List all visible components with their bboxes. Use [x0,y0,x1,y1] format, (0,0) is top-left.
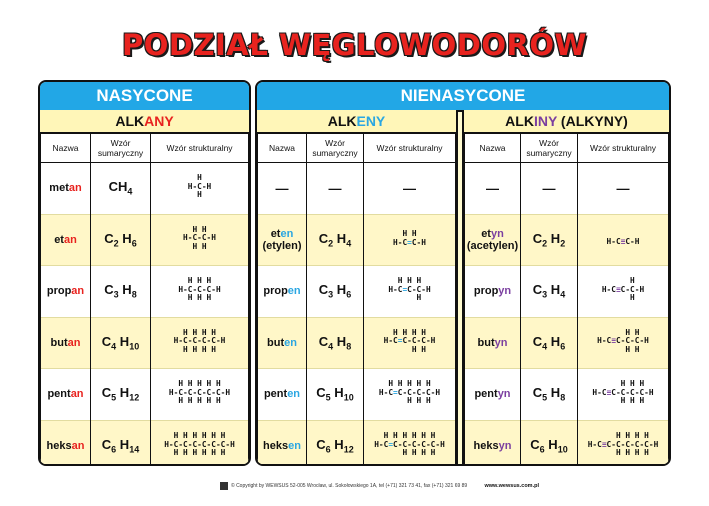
name-suffix: yn [498,285,512,298]
publisher-logo-icon [220,482,228,490]
molecular-formula: $CH_4$ [91,163,151,215]
col-header-sum: Wzór sumaryczny [91,134,151,163]
formula-sub-c: 2 [328,238,334,249]
molecular-formula: $C_2$ $H_4$ [307,214,364,266]
double-bond: = [393,387,398,397]
molecular-formula: $C_5$ $H_{12}$ [91,369,151,421]
molecular-formula: $C_4$ $H_8$ [307,317,364,369]
group-alkiny [462,110,669,464]
footer-website: www.wewsus.com.pl [484,483,539,489]
table-row [465,266,669,318]
double-bond: = [397,336,403,346]
structure-drawing: H H H H-C≡C-C-C-C-H H H H [592,379,654,406]
compound-name [41,420,91,464]
name-root: pent [263,388,288,401]
table-row [465,163,669,215]
structure-drawing: H H H H-C-C-C-H H H H [178,276,221,303]
name-root: et [54,233,64,246]
table-row [258,369,456,421]
compound-name [465,420,521,464]
formula-sub-c: 2 [113,238,119,249]
formula-sub-c: 6 [325,444,331,455]
formula-sub-h: 14 [129,444,140,455]
structural-formula [364,420,456,464]
name-suffix: en [287,285,301,298]
structural-formula [151,369,249,421]
structure-drawing: H H H H H-C-C-C-C-H H H H H [173,327,226,354]
formula-sub-h: 10 [557,444,568,455]
col-header-struct: Wzór strukturalny [151,134,249,163]
formula-sub-c: 4 [328,341,334,352]
name-root: prop [46,285,72,298]
formula-sub-h: 4 [560,290,566,301]
formula-sub-c: 3 [542,290,548,301]
molecular-formula: $C_6$ $H_{12}$ [307,420,364,464]
compound-name [41,163,91,215]
structural-formula [364,266,456,318]
name-root: heks [473,440,499,452]
structure-drawing: H H H H-C=C-C-H H [388,276,431,303]
name-extra: (etylen) [262,239,302,252]
name-suffix: an [71,285,85,298]
name-suffix: yn [490,227,504,240]
table-row [465,369,669,421]
name-extra: (acetylen) [466,239,519,252]
formula-sub-h: 6 [131,238,137,249]
table-row [41,163,249,215]
structure-drawing: H H H-C≡C-C-C-H H H [597,327,649,354]
triple-bond: ≡ [620,236,626,246]
compound-name [258,317,307,369]
double-bond: = [407,237,412,247]
structural-formula [578,214,669,266]
table-row [258,266,456,318]
structure-drawing: H H H-C-C-H H H [183,224,216,251]
triple-bond: ≡ [606,387,612,397]
structural-formula [578,266,669,318]
group-root: ALK [115,113,145,129]
structural-formula [364,317,456,369]
molecular-formula: $C_6$ $H_{14}$ [91,420,151,464]
dash-cell: — [307,163,364,215]
structure-drawing: H H H H H H H-C=C-C-C-C-C-H H H H H [374,430,445,458]
structure-drawing: H H-C≡C-C-H H [601,276,645,303]
structure-drawing: H H H-C=C-H [393,228,426,247]
formula-sub-h: 6 [346,290,352,301]
band-nienasycone: NIENASYCONE [257,82,669,112]
table-row [258,214,456,266]
name-suffix: en [287,388,301,401]
structural-formula [578,317,669,369]
panel-nasycone [38,80,251,466]
formula-sub-h: 12 [343,444,354,455]
molecular-formula: $C_5$ $H_8$ [521,369,578,421]
col-header-struct: Wzór strukturalny [578,134,669,163]
compound-name [258,214,307,266]
formula-sub-c: 2 [542,238,548,249]
group-suffix: INY [533,113,558,129]
compound-name [41,369,91,421]
footer-text: © Copyright by WEWSUS 52-005 Wrocław, ul. Sokołowskiego 1A, tel (+71) 321 73 41, fax (+71) 321 69 89 [231,483,468,489]
structural-formula [364,214,456,266]
name-suffix: yn [494,336,508,349]
triple-bond: ≡ [615,284,621,294]
name-root: heks [46,440,72,452]
name-root: pent [474,388,498,401]
name-root: pent [47,388,71,401]
structural-formula [578,369,669,421]
table-row [41,317,249,369]
name-suffix: an [63,233,77,246]
compound-name [258,266,307,318]
double-bond: = [402,284,408,294]
name-suffix: an [71,440,85,452]
formula-sub-h: 6 [560,341,566,352]
table-row [465,317,669,369]
structural-formula [364,369,456,421]
structural-formula [151,266,249,318]
table-row [258,163,456,215]
structure-drawing: H H H H H H-C=C-C-C-C-H H H H [378,379,441,406]
table-row [41,369,249,421]
name-suffix: en [280,227,294,240]
name-suffix: an [68,182,82,195]
name-root: but [267,336,285,349]
formula-sub-h: 8 [131,290,137,301]
compound-name [41,214,91,266]
dash-cell: — [364,163,456,215]
table-alkiny [464,133,669,464]
name-root: et [481,227,491,240]
name-root: met [49,182,69,195]
formula-sub-h: 8 [560,393,566,404]
formula-sub-c: 4 [111,341,117,352]
table-row [465,420,669,464]
col-header-name: Nazwa [41,134,91,163]
formula-sub-c: 4 [542,341,548,352]
col-header-struct: Wzór strukturalny [364,134,456,163]
double-bond: = [388,439,394,449]
compound-name [41,317,91,369]
formula-sub-c: 5 [542,393,548,404]
triple-bond: ≡ [601,439,607,449]
table-row [41,266,249,318]
name-root: et [270,227,281,240]
molecular-formula: $C_5$ $H_{10}$ [307,369,364,421]
molecular-formula: $C_3$ $H_8$ [91,266,151,318]
group-suffix: ANY [144,113,174,129]
compound-name [465,214,521,266]
name-root: heks [263,440,289,452]
group-root: ALK [327,113,357,129]
formula-sub-h: 12 [129,393,140,404]
molecular-formula: $C_3$ $H_6$ [307,266,364,318]
name-suffix: yn [498,440,512,452]
table-row [41,420,249,464]
compound-name [465,317,521,369]
molecular-formula: $C_2$ $H_2$ [521,214,578,266]
table-alkany [40,133,249,464]
formula-sub-c: 3 [113,290,119,301]
formula-sub-c: 4 [127,187,133,198]
formula-sub-c: 6 [111,444,117,455]
name-suffix: an [67,336,81,349]
structure-drawing: H-C≡C-H [606,236,640,246]
structure-drawing: H H H H H H-C-C-C-C-C-H H H H H H [168,379,231,406]
table-row [258,420,456,464]
formula-sub-h: 10 [343,393,354,404]
col-header-sum: Wzór sumaryczny [521,134,578,163]
formula-sub-c: 6 [539,444,545,455]
structure-drawing: H H H H H H H-C-C-C-C-C-C-H H H H H H H [164,430,235,458]
compound-name [258,420,307,464]
name-suffix: yn [497,388,511,401]
molecular-formula: $C_6$ $H_{10}$ [521,420,578,464]
table-row [258,317,456,369]
formula-sub-c: 5 [325,393,331,404]
dash-cell: — [258,163,307,215]
table-row [41,214,249,266]
col-header-name: Nazwa [465,134,521,163]
col-header-name: Nazwa [258,134,307,163]
name-suffix: en [288,440,301,452]
structural-formula [151,420,249,464]
compound-name [465,369,521,421]
group-alkeny [257,110,458,464]
group-root: ALK [505,113,534,129]
compound-name [41,266,91,318]
name-root: but [50,336,68,349]
molecular-formula: $C_4$ $H_6$ [521,317,578,369]
molecular-formula: $C_3$ $H_4$ [521,266,578,318]
dash-cell: — [465,163,521,215]
name-root: but [477,336,495,349]
name-root: prop [473,285,499,298]
formula-sub-h: 10 [129,341,140,352]
name-suffix: an [70,388,84,401]
group-alkany [40,110,249,464]
footer-copyright [220,480,600,492]
page-title: PODZIAŁ WĘGLOWODORÓW [122,28,587,62]
group-header-alkany [40,110,249,133]
table-row [465,214,669,266]
name-suffix: en [284,336,297,349]
dash-cell: — [578,163,669,215]
triple-bond: ≡ [611,336,616,346]
group-header-alkeny [257,110,456,133]
name-root: prop [263,285,288,298]
structural-formula [578,420,669,464]
structural-formula [151,214,249,266]
structure-drawing: H H-C-H H [187,173,212,200]
panel-nienasycone [255,80,671,466]
table-alkeny [257,133,456,464]
group-header-alkiny [464,110,669,133]
group-suffix: ENY [356,113,386,129]
formula-sub-c: 5 [111,393,117,404]
formula-sub-h: 4 [346,238,352,249]
formula-sub-h: 8 [346,341,352,352]
compound-name [258,369,307,421]
structural-formula [151,163,249,215]
formula-sub-h: 2 [560,238,566,249]
molecular-formula: $C_2$ $H_6$ [91,214,151,266]
molecular-formula: $C_4$ $H_{10}$ [91,317,151,369]
col-header-sum: Wzór sumaryczny [307,134,364,163]
band-nasycone: NASYCONE [40,82,249,112]
structure-drawing: H H H H H-C≡C-C-C-C-C-H H H H H [587,430,659,458]
group-extra: (ALKYNY) [557,113,628,129]
structure-drawing: H H H H H-C=C-C-C-H H H [383,327,436,354]
compound-name [465,266,521,318]
formula-sub-c: 3 [328,290,334,301]
dash-cell: — [521,163,578,215]
structural-formula [151,317,249,369]
